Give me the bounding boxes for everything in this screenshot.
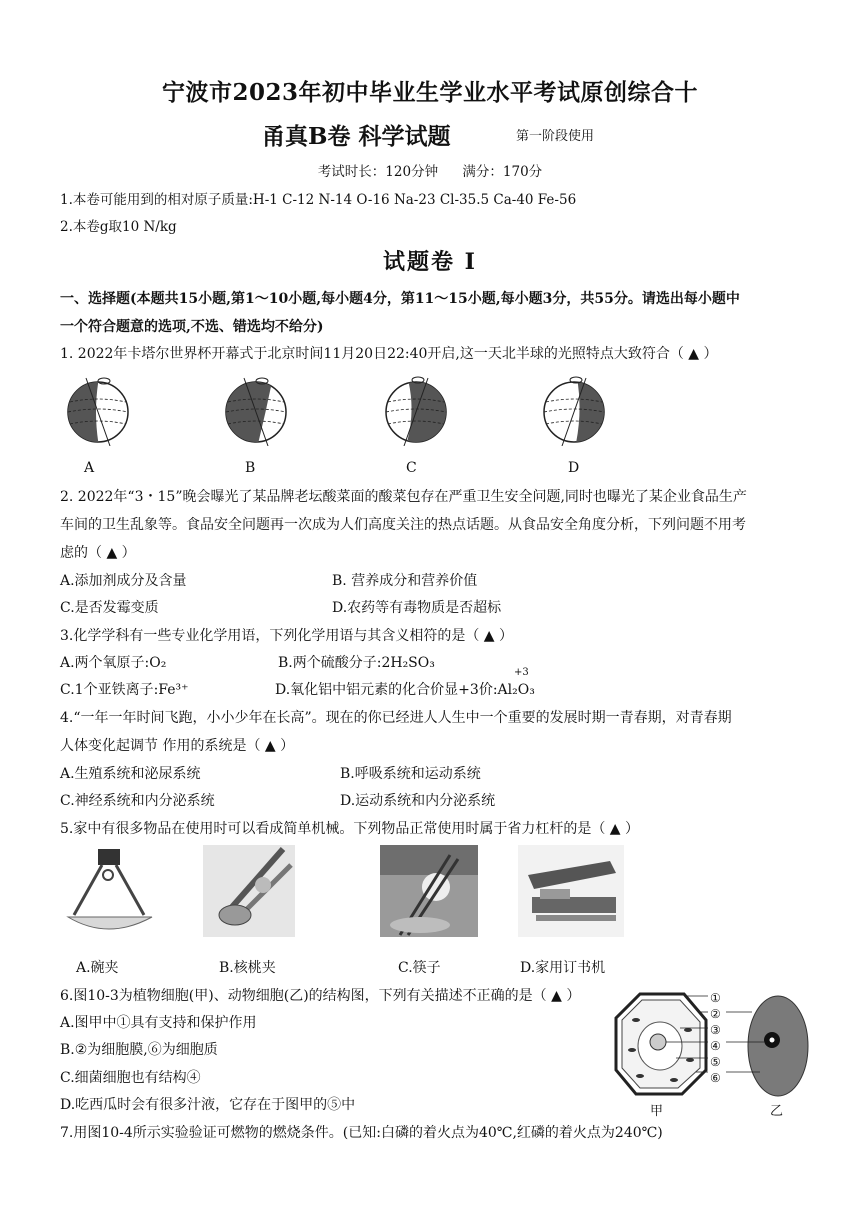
q4-option-d: D.运动系统和内分泌系统 bbox=[340, 793, 496, 809]
globe-label-c: C bbox=[406, 460, 417, 476]
question-7-stem: 7.用图10-4所示实验验证可燃物的燃烧条件。(已知:白磷的着火点为40℃,红磷的着火点为240℃) bbox=[60, 1125, 663, 1141]
chopsticks-image bbox=[380, 845, 478, 937]
globe-figure-a bbox=[64, 372, 136, 446]
animal-cell-caption: 乙 bbox=[770, 1104, 784, 1119]
globe-figure-c bbox=[382, 372, 454, 446]
note-gravity: 2.本卷g取10 N/kg bbox=[60, 219, 177, 235]
exam-meta bbox=[0, 160, 860, 180]
globe-label-a: A bbox=[84, 460, 95, 476]
q3-option-b: B.两个硫酸分子:2H₂SO₃ bbox=[278, 655, 435, 671]
question-2-stem: 虑的（ ▲ ） bbox=[60, 545, 136, 561]
cell-label-3: ③ bbox=[710, 1023, 721, 1037]
walnut-clip-image bbox=[203, 845, 295, 937]
bowl-clip-image bbox=[60, 845, 160, 945]
q2-option-c: C.是否发霉变质 bbox=[60, 600, 159, 616]
question-4-stem: 人体变化起调节 作用的系统是（ ▲ ） bbox=[60, 738, 295, 754]
q4-option-a: A.生殖系统和泌尿系统 bbox=[60, 766, 201, 782]
valence-mark: +3 bbox=[514, 667, 529, 678]
q6-option-b: B.②为细胞膜,⑥为细胞质 bbox=[60, 1042, 218, 1058]
stage-note: 第一阶段使用 bbox=[516, 129, 595, 144]
cell-figure-labels bbox=[710, 990, 721, 1086]
duration: 考试时长：120分钟 bbox=[317, 164, 439, 180]
q2-option-a: A.添加剂成分及含量 bbox=[60, 573, 187, 589]
q5-option-c: C.筷子 bbox=[398, 960, 441, 976]
q6-option-d: D.吃西瓜时会有很多汁液，它存在于图甲的⑤中 bbox=[60, 1097, 356, 1113]
paper-subtitle: 甬真B卷 科学试题 bbox=[262, 123, 451, 150]
q5-option-a: A.碗夹 bbox=[76, 960, 119, 976]
q5-option-b: B.核桃夹 bbox=[219, 960, 276, 976]
question-2-stem: 车间的卫生乱象等。食品安全问题再一次成为人们高度关注的热点话题。从食品安全角度分析，下列问题不用考 bbox=[60, 517, 746, 533]
instruction-line: 一、选择题(本题共15小题,第1～10小题,每小题4分，第11～15小题,每小题3分，共55分。请选出每小题中 bbox=[60, 291, 740, 307]
q2-option-d: D.农药等有毒物质是否超标 bbox=[332, 600, 502, 616]
q2-option-b: B. 营养成分和营养价值 bbox=[332, 573, 478, 589]
question-2-stem: 2. 2022年“3・15”晚会曝光了某品牌老坛酸菜面的酸菜包存在严重卫生安全问题,同时也曝光了某企业食品生产 bbox=[60, 489, 747, 505]
full-score: 满分：170分 bbox=[462, 164, 543, 180]
q4-option-c: C.神经系统和内分泌系统 bbox=[60, 793, 215, 809]
question-3-stem: 3.化学学科有一些专业化学用语，下列化学用语与其含义相符的是（ ▲ ） bbox=[60, 628, 514, 644]
plant-cell-caption: 甲 bbox=[650, 1104, 664, 1119]
question-4-stem: 4.“一年一年时间飞跑，小小少年在长高”。现在的你已经进人人生中一个重要的发展时期一青春期，对青春期 bbox=[60, 710, 732, 726]
q6-option-a: A.图甲中①具有支持和保护作用 bbox=[60, 1015, 257, 1031]
exam-title: 宁波市2023年初中毕业生学业水平考试原创综合十 bbox=[161, 79, 698, 106]
globe-figure-b bbox=[222, 372, 294, 446]
q3-option-c: C.1个亚铁离子:Fe³⁺ bbox=[60, 682, 189, 698]
cell-label-1: ① bbox=[710, 991, 721, 1005]
q5-option-d: D.家用订书机 bbox=[520, 960, 606, 976]
cell-label-6: ⑥ bbox=[710, 1071, 721, 1085]
globe-figure-d bbox=[540, 372, 612, 446]
cell-label-2: ② bbox=[710, 1007, 721, 1021]
cell-label-4: ④ bbox=[710, 1039, 721, 1053]
stapler-image bbox=[518, 845, 624, 937]
question-6-stem: 6.图10-3为植物细胞(甲)、动物细胞(乙)的结构图，下列有关描述不正确的是（ ▲ ） bbox=[60, 988, 581, 1004]
question-5-stem: 5.家中有很多物品在使用时可以看成简单机械。下列物品正常使用时属于省力杠杆的是（ ▲ ） bbox=[60, 821, 640, 837]
q4-option-b: B.呼吸系统和运动系统 bbox=[340, 766, 481, 782]
globe-label-d: D bbox=[568, 460, 580, 476]
section-title: 试题卷 I bbox=[383, 249, 477, 275]
q3-option-a: A.两个氧原子:O₂ bbox=[60, 655, 167, 671]
globe-label-b: B bbox=[245, 460, 256, 476]
cell-label-5: ⑤ bbox=[710, 1055, 721, 1069]
instruction-line: 一个符合题意的选项,不选、错选均不给分) bbox=[60, 319, 324, 335]
q3-option-d: D.氧化铝中铝元素的化合价显+3价:Al₂O₃ bbox=[275, 682, 535, 698]
note-atomic-mass: 1.本卷可能用到的相对原子质量:H-1 C-12 N-14 O-16 Na-23 Cl-35.5 Ca-40 Fe-56 bbox=[60, 192, 577, 208]
q6-option-c: C.细菌细胞也有结构④ bbox=[60, 1070, 201, 1086]
question-1-stem: 1. 2022年卡塔尔世界杯开幕式于北京时间11月20日22:40开启,这一天北半球的光照特点大致符合（ ▲ ） bbox=[60, 346, 718, 362]
